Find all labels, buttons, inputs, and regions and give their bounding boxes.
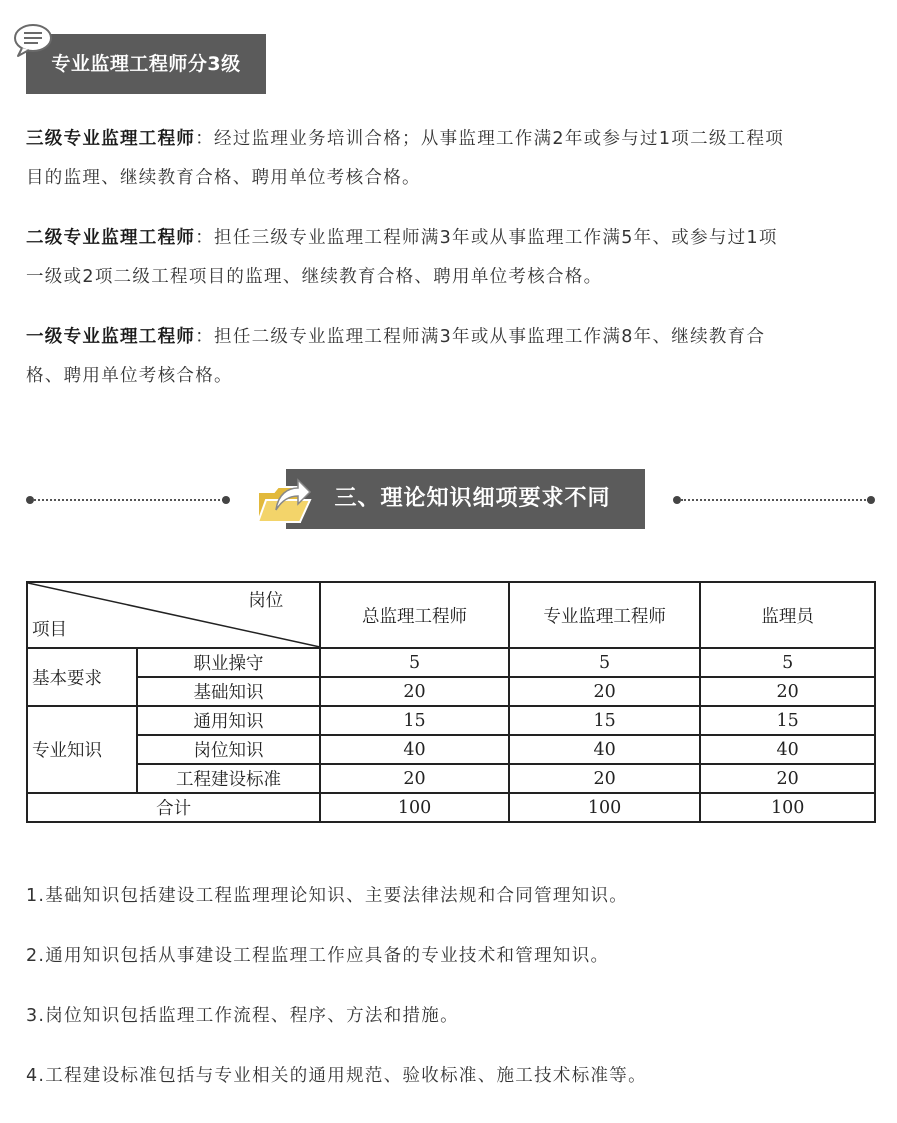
total-label: 合计 [27, 793, 320, 822]
corner-label-top: 岗位 [248, 591, 284, 611]
level-sep: ： [195, 228, 215, 248]
table-cell: 40 [700, 735, 875, 764]
table-row [27, 735, 875, 764]
table-row [27, 677, 875, 706]
level-text-line1: 担任二级专业监理工程师满3年或从事监理工作满8年、继续教育合 [214, 327, 766, 347]
table-total-row [27, 793, 875, 822]
divider-dot-right [867, 496, 875, 504]
table-cell: 40 [509, 735, 701, 764]
divider-dot-left-inner [222, 496, 230, 504]
table-cell: 15 [320, 706, 509, 735]
table-cell: 100 [509, 793, 701, 822]
table-cell: 15 [509, 706, 701, 735]
note-item: 3.岗位知识包括监理工作流程、程序、方法和措施。 [26, 1006, 459, 1026]
level-paragraph-1 [26, 318, 878, 396]
column-header: 监理员 [700, 582, 875, 648]
note-item: 4.工程建设标准包括与专业相关的通用规范、验收标准、施工技术标准等。 [26, 1066, 647, 1086]
level-title: 三级专业监理工程师 [26, 129, 196, 149]
level-sep: ： [195, 129, 215, 149]
header-title: 专业监理工程师分3级 [51, 53, 241, 75]
table-cell: 20 [320, 764, 509, 793]
table-cell: 5 [320, 648, 509, 677]
table-cell: 20 [320, 677, 509, 706]
level-paragraph-3 [26, 120, 878, 198]
level-sep: ： [195, 327, 215, 347]
table-row [27, 706, 875, 735]
column-header: 专业监理工程师 [509, 582, 701, 648]
corner-label-bottom: 项目 [32, 620, 67, 640]
level-title: 二级专业监理工程师 [26, 228, 196, 248]
column-header: 总监理工程师 [320, 582, 509, 648]
row-label: 职业操守 [137, 648, 321, 677]
note-item: 1.基础知识包括建设工程监理理论知识、主要法律法规和合同管理知识。 [26, 886, 629, 906]
section-title: 三、理论知识细项要求不同 [334, 486, 611, 511]
group-label: 基本要求 [27, 648, 137, 706]
table-cell: 5 [509, 648, 701, 677]
table-cell: 20 [509, 677, 701, 706]
knowledge-table [26, 581, 876, 823]
row-label: 工程建设标准 [137, 764, 321, 793]
level-text-line2: 目的监理、继续教育合格、聘用单位考核合格。 [26, 168, 421, 188]
divider-line-left [34, 499, 224, 501]
table-cell: 20 [509, 764, 701, 793]
table-row [27, 648, 875, 677]
divider-dot-right-inner [673, 496, 681, 504]
table-row [27, 764, 875, 793]
table-cell: 20 [700, 677, 875, 706]
divider-dot-left [26, 496, 34, 504]
table-cell: 20 [700, 764, 875, 793]
group-label: 专业知识 [27, 706, 137, 793]
level-paragraph-2 [26, 219, 878, 297]
row-label: 基础知识 [137, 677, 321, 706]
divider-line-right [681, 499, 869, 501]
table-cell: 100 [320, 793, 509, 822]
level-text-line2: 一级或2项二级工程项目的监理、继续教育合格、聘用单位考核合格。 [26, 267, 603, 287]
table-cell: 15 [700, 706, 875, 735]
level-text-line1: 经过监理业务培训合格；从事监理工作满2年或参与过1项二级工程项 [214, 129, 785, 149]
table-cell: 100 [700, 793, 875, 822]
level-text-line1: 担任三级专业监理工程师满3年或从事监理工作满5年、或参与过1项 [214, 228, 778, 248]
row-label: 岗位知识 [137, 735, 321, 764]
note-item: 2.通用知识包括从事建设工程监理工作应具备的专业技术和管理知识。 [26, 946, 610, 966]
level-text-line2: 格、聘用单位考核合格。 [26, 366, 233, 386]
row-label: 通用知识 [137, 706, 321, 735]
table-cell: 5 [700, 648, 875, 677]
table-corner-cell [27, 582, 320, 648]
level-title: 一级专业监理工程师 [26, 327, 196, 347]
table-cell: 40 [320, 735, 509, 764]
